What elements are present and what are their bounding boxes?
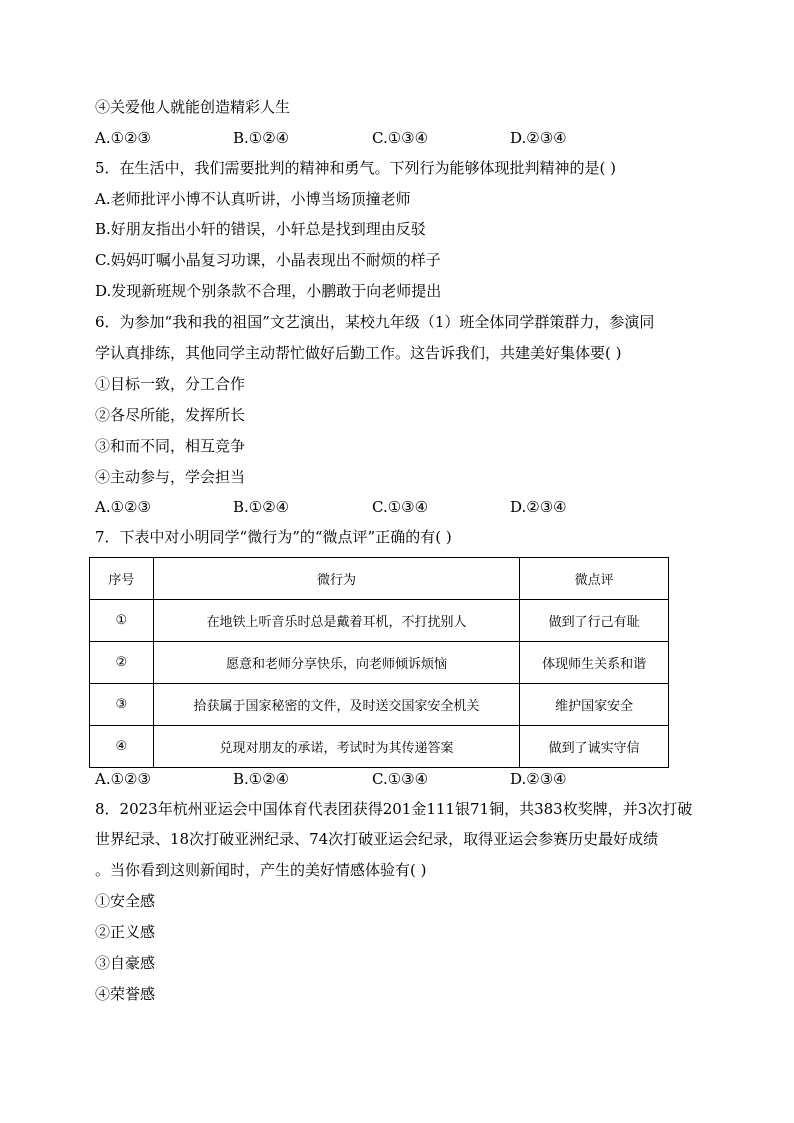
q7-table	[89, 557, 669, 768]
table-cell-index: ②	[90, 642, 154, 684]
q8-stem-line-1: 8．2023年杭州亚运会中国体育代表团获得201金111银71铜，共383枚奖牌，并3次打破	[95, 800, 693, 818]
q4-option-d: D.②③④	[510, 129, 567, 147]
q8-stem-line-3: 。当你看到这则新闻时，产生的美好情感体验有( )	[95, 861, 427, 879]
q6-stem-line-2: 学认真排练，其他同学主动帮忙做好后勤工作。这告诉我们，共建美好集体要( )	[95, 344, 622, 362]
q6-option-d: D.②③④	[510, 498, 567, 516]
table-row	[90, 684, 669, 726]
q6-option-c: C.①③④	[372, 498, 429, 516]
q6-statement-4: ④主动参与，学会担当	[95, 468, 246, 486]
q4-option-c: C.①③④	[372, 129, 429, 147]
q7-option-b: B.①②④	[233, 770, 290, 788]
table-header-index: 序号	[90, 558, 154, 600]
q6-statement-1: ①目标一致，分工合作	[95, 375, 246, 393]
q6-statement-2: ②各尽所能，发挥所长	[95, 406, 246, 424]
q5-choice-a: A.老师批评小博不认真听讲，小博当场顶撞老师	[95, 190, 411, 208]
q6-option-b: B.①②④	[233, 498, 290, 516]
q6-statement-3: ③和而不同，相互竞争	[95, 437, 246, 455]
table-cell-index: ①	[90, 600, 154, 642]
q8-statement-2: ②正义感	[95, 923, 156, 941]
table-cell-comment: 体现师生关系和谐	[520, 642, 669, 684]
table-header-behavior: 微行为	[153, 558, 520, 600]
q5-choice-b: B.好朋友指出小轩的错误，小轩总是找到理由反驳	[95, 220, 426, 238]
table-cell-behavior: 拾获属于国家秘密的文件，及时送交国家安全机关	[153, 684, 520, 726]
table-cell-comment: 维护国家安全	[520, 684, 669, 726]
table-cell-index: ③	[90, 684, 154, 726]
q4-option-b: B.①②④	[233, 129, 290, 147]
q7-option-d: D.②③④	[510, 770, 567, 788]
q5-choice-c: C.妈妈叮嘱小晶复习功课，小晶表现出不耐烦的样子	[95, 251, 441, 269]
table-header-row	[90, 558, 669, 600]
q4-option-a: A.①②③	[95, 129, 151, 147]
q4-statement-4: ④关爱他人就能创造精彩人生	[95, 98, 291, 116]
q7-stem: 7．下表中对小明同学“微行为”的“微点评”正确的有( )	[95, 528, 452, 546]
q6-options	[95, 497, 615, 517]
q4-options	[95, 128, 615, 148]
table-cell-behavior: 在地铁上听音乐时总是戴着耳机，不打扰别人	[153, 600, 520, 642]
table-row	[90, 726, 669, 768]
q6-stem-line-1: 6．为参加“我和我的祖国”文艺演出，某校九年级（1）班全体同学群策群力，参演同	[95, 313, 655, 331]
q7-option-c: C.①③④	[372, 770, 429, 788]
q7-option-a: A.①②③	[95, 770, 151, 788]
q8-stem-line-2: 世界纪录、18次打破亚洲纪录、74次打破亚运会纪录，取得亚运会参赛历史最好成绩	[95, 830, 659, 848]
table-cell-behavior: 兑现对朋友的承诺，考试时为其传递答案	[153, 726, 520, 768]
q6-option-a: A.①②③	[95, 498, 151, 516]
table-cell-index: ④	[90, 726, 154, 768]
table-cell-comment: 做到了诚实守信	[520, 726, 669, 768]
table-cell-behavior: 愿意和老师分享快乐，向老师倾诉烦恼	[153, 642, 520, 684]
q8-statement-3: ③自豪感	[95, 954, 156, 972]
q8-statement-4: ④荣誉感	[95, 985, 156, 1003]
q7-options	[95, 769, 615, 789]
table-header-comment: 微点评	[520, 558, 669, 600]
q5-stem: 5．在生活中，我们需要批判的精神和勇气。下列行为能够体现批判精神的是( )	[95, 159, 617, 177]
q8-statement-1: ①安全感	[95, 892, 156, 910]
table-row	[90, 642, 669, 684]
table-row	[90, 600, 669, 642]
q5-choice-d: D.发现新班规个别条款不合理，小鹏敢于向老师提出	[95, 282, 442, 300]
table-cell-comment: 做到了行己有耻	[520, 600, 669, 642]
